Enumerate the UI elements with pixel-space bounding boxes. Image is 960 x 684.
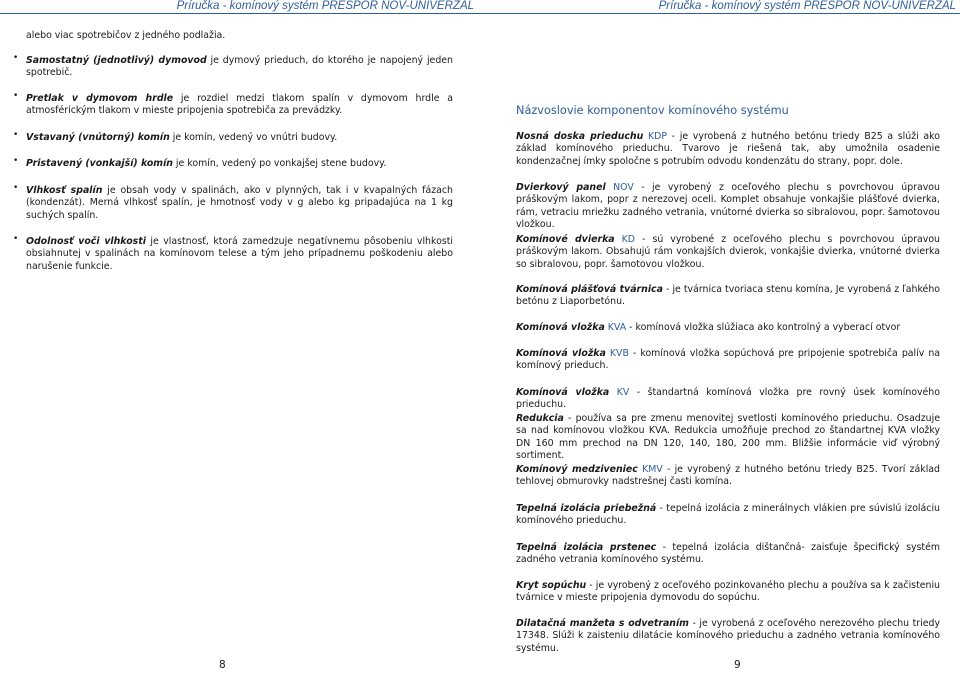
definition: je komín, vedený po vonkajšej stene budovy. xyxy=(172,158,387,169)
header-title: Príručka - komínový systém PRESPOR NOV-UNIVERZÁL xyxy=(176,0,474,12)
component-entry xyxy=(516,618,940,655)
component-code: KMV xyxy=(642,464,663,475)
definition: - tepelná izolácia dištančná- zaisťuje špecifický systém zadného vetrania komínového systému. xyxy=(516,542,940,566)
definition: - tepelná izolácia z minerálnych vlákien pre súvislú izoláciu komínového prieduchu. xyxy=(516,503,940,527)
term: Nosná doska prieduchu xyxy=(516,131,644,142)
term: Komínová vložka xyxy=(516,348,606,359)
term: Tepelná izolácia prstenec xyxy=(516,542,657,553)
term: Vlhkosť spalín xyxy=(26,185,103,196)
lead-text: alebo viac spotrebičov z jedného podlažia. xyxy=(26,30,226,41)
definition: je vlastnosť, ktorá zamedzuje negatívnemu pôsobeniu vlhkosti obsiahnutej v spalinách na komínovom telese a tým jeho prípadnemu poškodeniu alebo narušenie funkcie. xyxy=(26,236,453,272)
component-code: KVA xyxy=(607,322,627,333)
definition: - je vyrobený z oceľového pozinkovaného plechu a používa sa k začisteniu tvárnice v mieste pripojenia dymovodu do sopúchu. xyxy=(516,580,941,604)
term: Dilatačná manžeta s odvetraním xyxy=(516,618,689,629)
term: Vstavaný (vnútorný) komín xyxy=(26,132,170,143)
term: Komínová plášťová tvárnica xyxy=(516,284,663,295)
definition: - je vyrobený z hutného betónu triedy B25. Tvorí základ tehlovej obmurovky nadstrešnej časti komína. xyxy=(516,464,941,488)
term: Pretlak v dymovom hrdle xyxy=(26,93,174,104)
definition: je obsah vody v spalinách, ako v plynných, tak i v kvapalných fázach (kondenzát). Merná vlhkosť spalín, je hmotnosť vody v g alebo kg pripadajúca na 1 kg suchých spalín. xyxy=(26,185,453,221)
bullet-item xyxy=(13,236,453,273)
definition: - štandartná komínová vložka pre rovný úsek komínového prieduchu. xyxy=(516,387,940,411)
bullet-item xyxy=(13,93,453,118)
component-code: KDP xyxy=(647,131,667,142)
component-entry xyxy=(516,182,940,232)
page-header xyxy=(480,0,960,14)
component-entry xyxy=(516,464,940,489)
bullet-icon: • xyxy=(13,183,19,193)
bullet-item xyxy=(13,185,453,222)
component-entry xyxy=(516,131,940,168)
term: Komínová vložka xyxy=(516,322,605,333)
definition: je komín, vedený vo vnútri budovy. xyxy=(169,132,338,143)
component-entry xyxy=(516,284,940,309)
term: Tepelná izolácia priebežná xyxy=(516,503,657,514)
bullet-icon: • xyxy=(13,91,19,101)
component-entry xyxy=(516,234,940,271)
term: Komínová vložka xyxy=(516,387,610,398)
definition: - je vyrobený z oceľového plechu s povrchovou úpravou práškovým lakom, popr z nerezovej oceli. Komplet obsahuje vonkajšie plášťové dvierka, rám, vetraciu mriežku zadného vetrania, vnútorné dvierka so sibralovou, popr. šamotovou vložkou. xyxy=(516,182,940,231)
bullet-item xyxy=(13,55,453,80)
bullet-icon: • xyxy=(13,53,19,63)
bullet-icon: • xyxy=(13,156,19,166)
page-header xyxy=(0,0,480,14)
section-title: Názvoslovie komponentov komínového systému xyxy=(516,104,789,117)
term: Redukcia xyxy=(516,413,564,424)
component-entry xyxy=(516,413,940,463)
term: Komínové dvierka xyxy=(516,234,615,245)
component-entry xyxy=(516,387,940,412)
definition: - komínová vložka slúžiaca ako kontrolný a vyberací otvor xyxy=(626,322,901,333)
component-code: NOV xyxy=(613,182,634,193)
term: Dvierkový panel xyxy=(516,182,606,193)
definition: - je vyrobená z oceľového nerezového plechu triedy 17348. Slúži k zaisteniu dilatácie komínového prieduchu a zadného vetrania komínového systému. xyxy=(516,618,940,654)
header-title: Príručka - komínový systém PRESPOR NOV-UNIVERZÁL xyxy=(658,0,956,12)
term: Samostatný (jednotlivý) dymovod xyxy=(26,55,207,66)
header-rule xyxy=(480,13,960,14)
component-entry xyxy=(516,322,940,334)
component-entry xyxy=(516,503,940,528)
bullet-icon: • xyxy=(13,234,19,244)
component-entry xyxy=(516,542,940,567)
right-page xyxy=(480,0,960,684)
definition: - komínová vložka sopúchová pre pripojenie spotrebiča palív na komínový prieduch. xyxy=(516,348,941,372)
term: Pristavený (vonkajší) komín xyxy=(26,158,173,169)
page-number: 8 xyxy=(219,659,226,671)
term: Odolnosť voči vlhkosti xyxy=(26,236,146,247)
definition: je dymový prieduch, do ktorého je napojený jeden spotrebič. xyxy=(26,55,453,79)
page-number: 9 xyxy=(734,659,741,671)
definition: - je vyrobená z hutného betónu triedy B25 a slúži ako základ komínového prieduchu. Tvarovo je riešená tak, aby umožnila osadenie kondenzačnej ímky spoločne s potrubím odvodu kondenzátu do strany, popr. dole. xyxy=(516,131,941,167)
component-code: KD xyxy=(621,234,636,245)
definition: je rozdiel medzi tlakom spalín v dymovom hrdle a atmosférickým tlakom v mieste pripojenia spotrebiča za prevádzky. xyxy=(26,93,453,117)
component-code: KVB xyxy=(609,348,629,359)
bullet-icon: • xyxy=(13,130,19,140)
bullet-item xyxy=(13,132,453,144)
component-code: KV xyxy=(616,387,630,398)
header-rule xyxy=(0,13,480,14)
term: Komínový medziveniec xyxy=(516,464,638,475)
definition: - používa sa pre zmenu menovitej svetlosti komínového prieduchu. Osadzuje sa nad komínovou vložkou KVA. Redukcia umožňuje prechod zo štandartnej KVA vložky DN 160 mm prechod na DN 120, 140, 180, 200 mm. Bližšie informácie viď výrobný sortiment. xyxy=(516,413,940,462)
component-entry xyxy=(516,580,940,605)
definition: - je tvárnica tvoriaca stenu komína, Je vyrobená z ľahkého betónu z Liaporbetónu. xyxy=(516,284,941,308)
bullet-item xyxy=(13,158,453,170)
term: Kryt sopúchu xyxy=(516,580,587,591)
component-entry xyxy=(516,348,940,373)
definition: - sú vyrobené z oceľového plechu s povrchovou úpravou práškovým lakom. Obsahujú rám vonkajších dvierok, vonkajšie dvierka, vnútorné dvierka so sibralovou, popr. šamotovou vložkou. xyxy=(516,234,940,270)
